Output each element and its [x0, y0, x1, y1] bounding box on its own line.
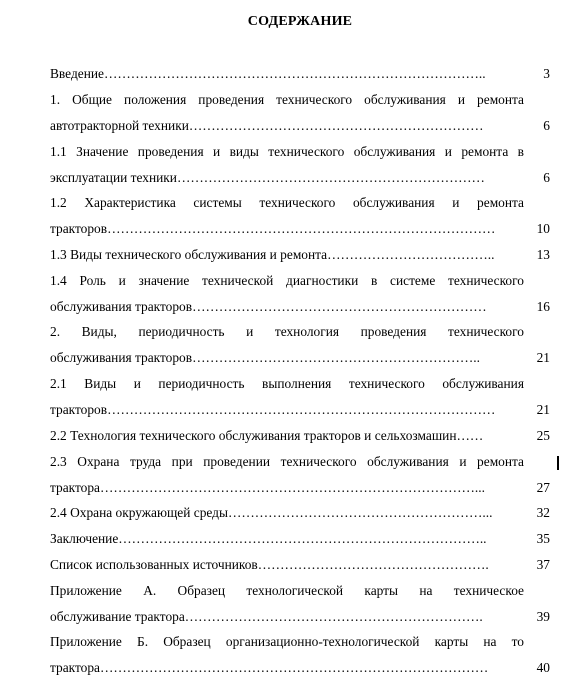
toc-entry-section-2-3-line-1: 2.3 Охрана труда при проведении технического обслуживания и ремонта	[50, 454, 524, 469]
toc-entry-conclusion: Заключение………………………………………………………………………..	[50, 531, 487, 546]
toc-entry-section-1-line-2: автотракторной техники…………………………………………………………	[50, 118, 484, 133]
toc-entry-appendix-b-line-2: трактора……………………………………………………………………………	[50, 660, 489, 675]
toc-page-number: 35	[536, 531, 550, 546]
toc-entry-section-1-4-line-2: обслуживания тракторов…………………………………………………………	[50, 299, 487, 314]
toc-entry-appendix-a-line-1: Приложение А. Образец технологической карты на техническое	[50, 583, 524, 598]
toc-page-number: 39	[536, 609, 550, 624]
toc-entry-section-1-2-line-2: тракторов……………………………………………………………………………	[50, 221, 496, 236]
toc-page-number: 16	[536, 299, 550, 314]
toc-page-number: 21	[536, 402, 550, 417]
toc-entry-section-2-line-1: 2. Виды, периодичность и технология проведения технического	[50, 324, 524, 339]
toc-page-number: 21	[536, 350, 550, 365]
toc-page-number: 37	[536, 557, 550, 572]
toc-entry-section-1-3: 1.3 Виды технического обслуживания и ремонта………………………………..	[50, 247, 495, 262]
toc-page-number: 13	[536, 247, 550, 262]
toc-entry-appendix-b-line-1: Приложение Б. Образец организационно-технологической карты на то	[50, 634, 524, 649]
text-cursor	[557, 456, 559, 470]
toc-entry-section-2-3-line-2: трактора…………………………………………………………………………...	[50, 480, 485, 495]
toc-entry-appendix-a-line-2: обслуживание трактора………………………………………………………….	[50, 609, 483, 624]
toc-entry-section-1-1-line-1: 1.1 Значение проведения и виды технического обслуживания и ремонта в	[50, 144, 524, 159]
toc-title: СОДЕРЖАНИЕ	[247, 14, 353, 29]
toc-page-number: 25	[536, 428, 550, 443]
toc-entry-section-1-line-1: 1. Общие положения проведения технического обслуживания и ремонта	[50, 92, 524, 107]
toc-page-number: 32	[536, 505, 550, 520]
toc-entry-section-2-2: 2.2 Технология технического обслуживания тракторов и сельхозмашин……	[50, 428, 484, 443]
toc-page-number: 6	[543, 118, 550, 133]
toc-entry-section-1-2-line-1: 1.2 Характеристика системы технического обслуживания и ремонта	[50, 195, 524, 210]
toc-page-number: 10	[536, 221, 550, 236]
toc-page-number: 3	[543, 66, 550, 81]
toc-page-number: 6	[543, 170, 550, 185]
toc-entry-section-2-1-line-2: тракторов……………………………………………………………………………	[50, 402, 496, 417]
toc-entry-section-1-4-line-1: 1.4 Роль и значение технической диагностики в системе технического	[50, 273, 524, 288]
toc-entry-section-1-1-line-2: эксплуатации техники……………………………………………………………	[50, 170, 485, 185]
toc-page-number: 27	[536, 480, 550, 495]
toc-entry-section-2-line-2: обслуживания тракторов………………………………………………………..	[50, 350, 480, 365]
toc-page-number: 40	[536, 660, 550, 675]
toc-entry-references: Список использованных источников…………………………………………….	[50, 557, 489, 572]
toc-entry-section-2-1-line-1: 2.1 Виды и периодичность выполнения технического обслуживания	[50, 376, 524, 391]
toc-entry-introduction: Введение…………………………………………………………………………..	[50, 66, 486, 81]
toc-entry-section-2-4: 2.4 Охрана окружающей среды…………………………………………………...	[50, 505, 493, 520]
